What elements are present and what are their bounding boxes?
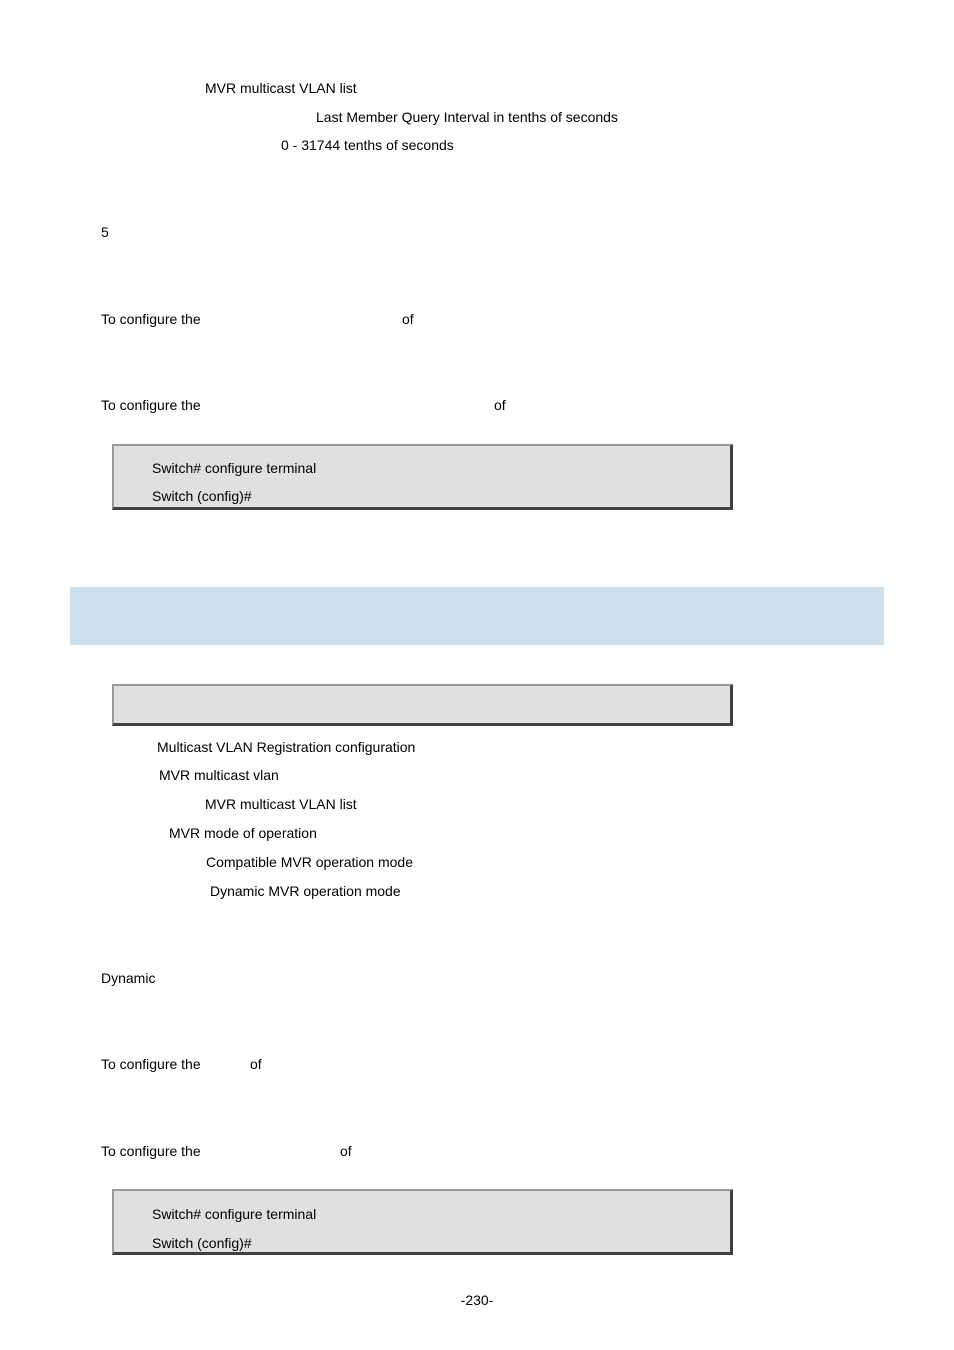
param-lmqi-range: 0 - 31744 tenths of seconds — [281, 137, 454, 153]
param-mvr-mode: MVR mode of operation — [169, 825, 317, 841]
code-line: Switch# configure terminal — [152, 460, 317, 476]
code-line: Switch# configure terminal — [152, 1206, 317, 1222]
usage-text-3: To configure the — [101, 1056, 201, 1072]
usage-text-2: To configure the — [101, 397, 201, 413]
usage-text-4: To configure the — [101, 1143, 201, 1159]
usage-text-1: To configure the — [101, 311, 201, 327]
code-line: Switch (config)# — [152, 488, 252, 504]
param-dynamic-mode: Dynamic MVR operation mode — [210, 883, 401, 899]
code-line: Switch (config)# — [152, 1235, 252, 1251]
section-heading-band — [70, 587, 884, 645]
usage-text-1-of: of — [402, 311, 414, 327]
usage-text-2-of: of — [494, 397, 506, 413]
default-value-2: Dynamic — [101, 970, 156, 986]
code-example-box — [112, 444, 733, 510]
default-value: 5 — [101, 224, 109, 240]
code-example-box-2 — [112, 1189, 733, 1255]
param-lmqi-description: Last Member Query Interval in tenths of seconds — [316, 109, 618, 125]
usage-text-4-of: of — [340, 1143, 352, 1159]
param-compatible-mode: Compatible MVR operation mode — [206, 854, 413, 870]
page-number: -230- — [460, 1292, 494, 1308]
param-mvr-config: Multicast VLAN Registration configuration — [157, 739, 416, 755]
command-syntax-box — [112, 684, 733, 726]
param-mvr-multicast-vlan: MVR multicast vlan — [159, 767, 279, 783]
usage-text-3-of: of — [250, 1056, 262, 1072]
param-mvr-vlan-list: MVR multicast VLAN list — [205, 796, 357, 812]
param-vlan-list: MVR multicast VLAN list — [205, 80, 357, 96]
